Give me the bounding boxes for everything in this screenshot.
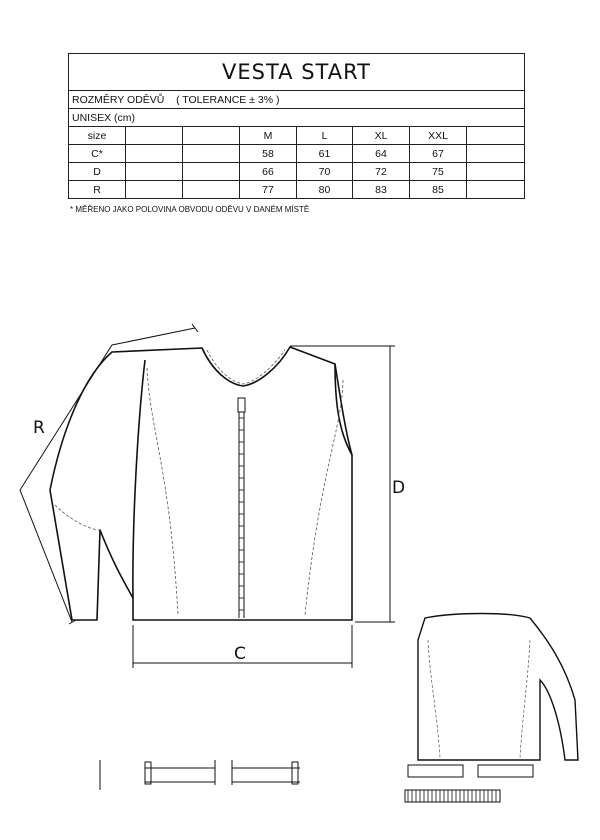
dim-c-label: C <box>234 644 246 664</box>
dimension-lines <box>20 324 395 668</box>
front-seam-left <box>147 368 178 615</box>
back-view <box>418 614 578 761</box>
table-cell: R <box>69 181 126 199</box>
table-cell: C* <box>69 145 126 163</box>
footnote: * MĚŘENO JAKO POLOVINA OBVODU ODĚVU V DANÉM MÍSTĚ <box>70 205 310 214</box>
table-cell: 77 <box>240 181 297 199</box>
subtitle-label: ROZMĚRY ODĚVŮ <box>72 93 165 106</box>
table-cell: 58 <box>240 145 297 163</box>
front-seam-right <box>305 380 343 615</box>
table-cell: 67 <box>410 145 467 163</box>
table-cell: 75 <box>410 163 467 181</box>
sleeve-seam <box>55 505 100 530</box>
dim-d-label: D <box>392 478 406 498</box>
header-cell: L <box>297 127 353 145</box>
jacket-outline <box>50 347 352 620</box>
header-cell: size <box>69 127 126 145</box>
header-cell: XL <box>353 127 410 145</box>
header-cell: XXL <box>410 127 467 145</box>
pocket-detail-left <box>100 760 215 790</box>
table-cell: 70 <box>297 163 353 181</box>
rib-knit <box>408 790 496 802</box>
table-cell: 66 <box>240 163 297 181</box>
table-cell: 61 <box>297 145 353 163</box>
table-cell: 83 <box>353 181 410 199</box>
back-seam-left <box>428 640 440 758</box>
back-seam-right <box>520 640 530 758</box>
dim-r-line <box>20 328 195 622</box>
back-outline <box>418 614 578 761</box>
zipper <box>238 398 245 618</box>
table-title: VESTA START <box>69 54 525 91</box>
table-cell: 85 <box>410 181 467 199</box>
sleeve-line <box>133 360 145 598</box>
table-cell: D <box>69 163 126 181</box>
header-cell: M <box>240 127 297 145</box>
pocket-detail-right <box>232 760 300 785</box>
dim-r-label: R <box>33 418 45 438</box>
tolerance-label: ( TOLERANCE ± 3% ) <box>176 93 280 106</box>
unisex-label: UNISEX (cm) <box>69 109 525 127</box>
zipper-teeth <box>239 418 244 610</box>
table-cell: 80 <box>297 181 353 199</box>
table-cell: 64 <box>353 145 410 163</box>
neck-seam <box>207 350 285 384</box>
table-cell: 72 <box>353 163 410 181</box>
